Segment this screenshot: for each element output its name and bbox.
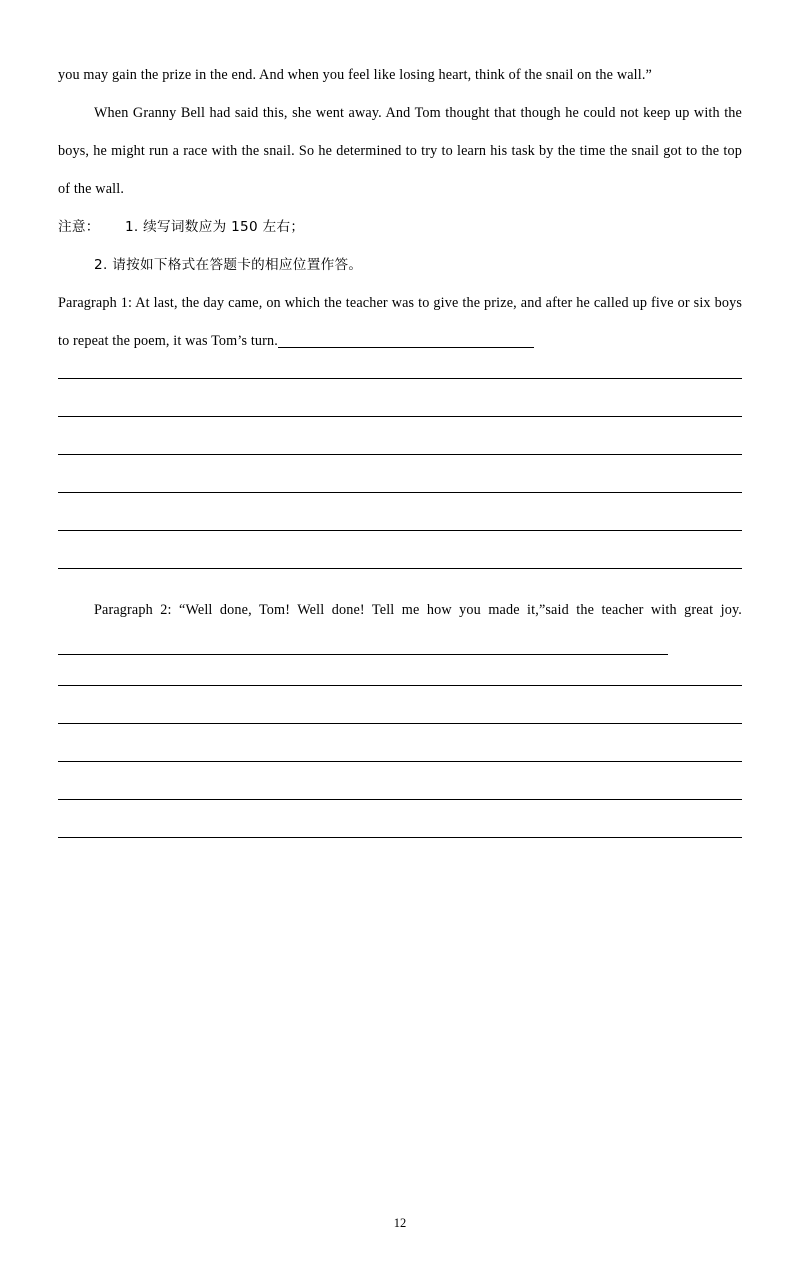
- writing-line[interactable]: [58, 378, 742, 379]
- writing-line[interactable]: [58, 761, 742, 762]
- writing-line-tail-1[interactable]: [278, 333, 534, 348]
- paragraph-2-answer-lines[interactable]: [58, 685, 742, 838]
- writing-line[interactable]: [58, 416, 742, 417]
- writing-line[interactable]: [58, 530, 742, 531]
- notes-line-1: [58, 208, 742, 246]
- paragraph-2-prompt: [58, 591, 742, 667]
- paragraph-1-prompt: [58, 284, 742, 360]
- passage-paragraph-2: When Granny Bell had said this, she went away. And Tom thought that though he could not keep up with the boys, he might run a race with the snail. So he determined to try to learn his task by the time the snail got to the top of the wall.: [58, 105, 742, 197]
- writing-line[interactable]: [58, 454, 742, 455]
- writing-line[interactable]: [58, 837, 742, 838]
- paragraph-1-answer-lines[interactable]: [58, 378, 742, 569]
- writing-line[interactable]: [58, 492, 742, 493]
- notes-item-2: 2. 请按如下格式在答题卡的相应位置作答。: [94, 257, 363, 273]
- passage-paragraph-1: you may gain the prize in the end. And when you feel like losing heart, think of the snail on the wall.”: [58, 67, 652, 83]
- notes-line-2: [58, 246, 742, 284]
- writing-line[interactable]: [58, 723, 742, 724]
- page-content: [58, 56, 742, 838]
- writing-line[interactable]: [58, 799, 742, 800]
- writing-line[interactable]: [58, 685, 742, 686]
- page-number: 12: [393, 1216, 407, 1230]
- notes-item-1: 1. 续写词数应为 150 左右；: [124, 219, 305, 235]
- paragraph-2-prompt-text: Paragraph 2: “Well done, Tom! Well done! Tell me how you made it,”said the teacher with great joy.: [94, 602, 742, 618]
- paragraph-1-prompt-text: Paragraph 1: At last, the day came, on which the teacher was to give the prize, and after he called up five or six boys to repeat the poem, it was Tom’s turn.: [58, 295, 742, 349]
- notes-label: 注意：: [58, 219, 100, 235]
- writing-line-tail-2[interactable]: [58, 640, 668, 655]
